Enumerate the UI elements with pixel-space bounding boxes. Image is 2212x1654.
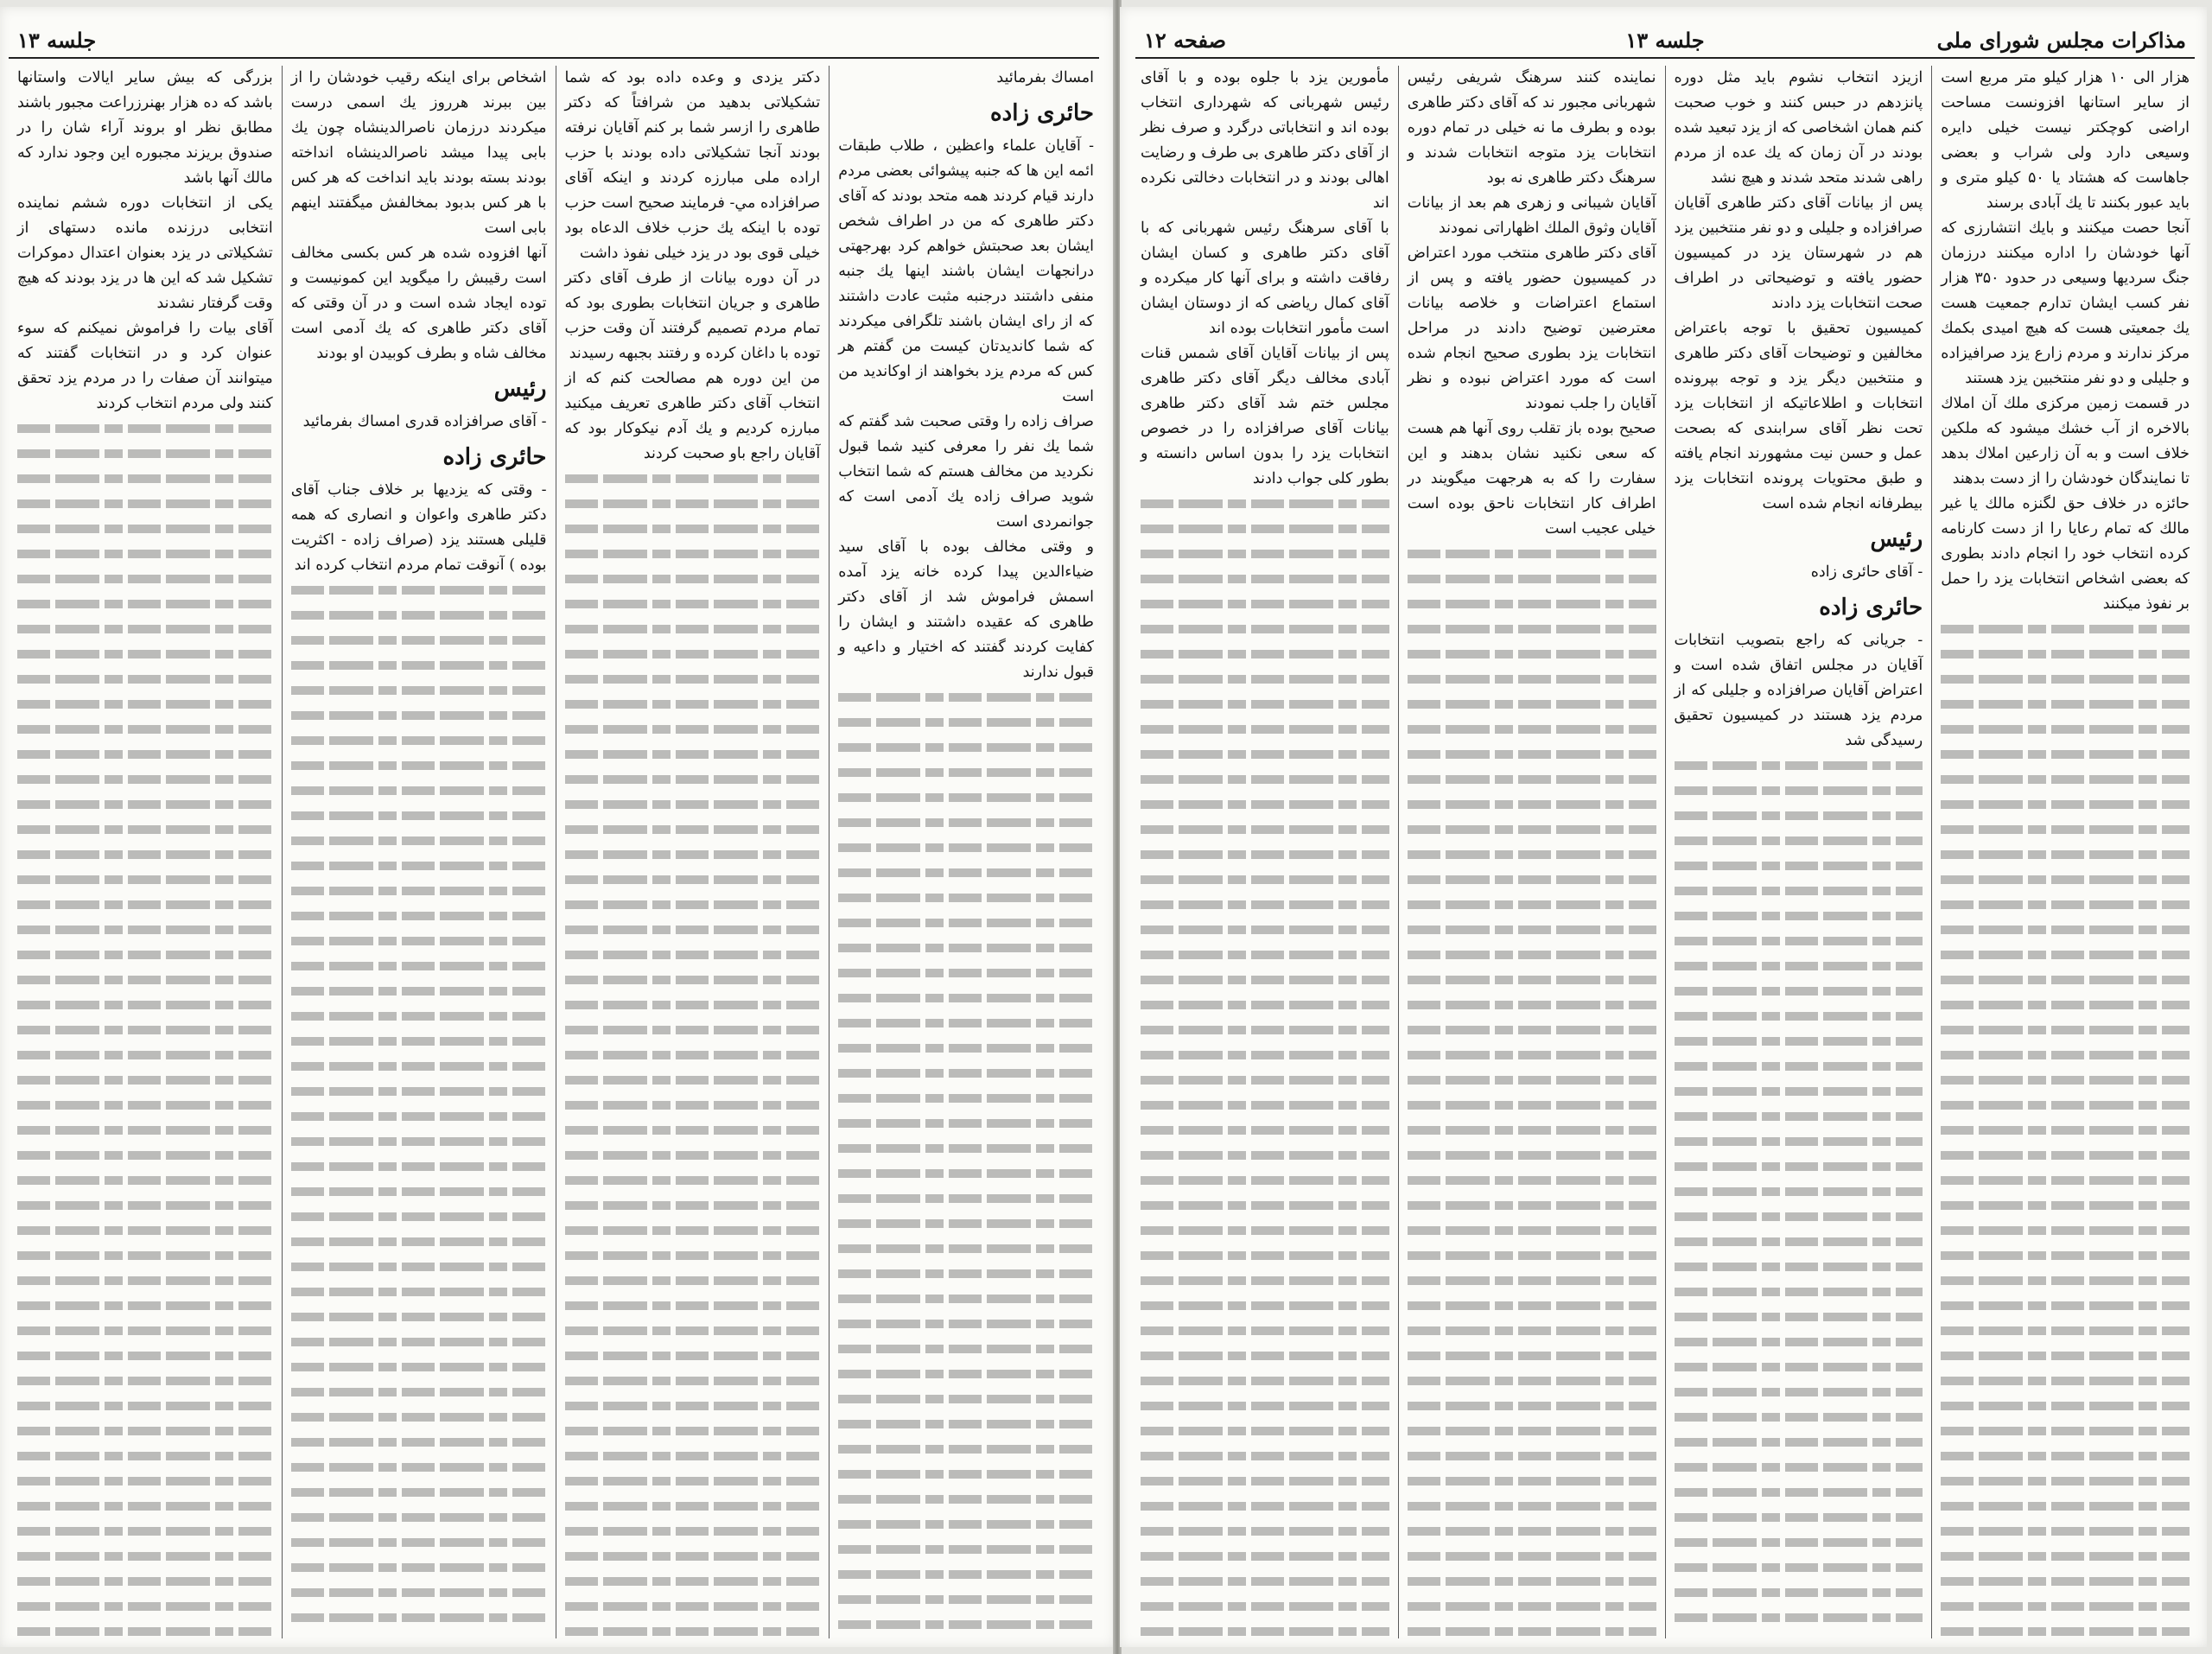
paragraph: و وقتی مخالف بوده با آقای سيد ضياءالدين پيدا كرده خانه يزد آمده اسمش فراموش شد از آقای دكتر طاهری كه عقيده داشتند و ايشان را كفايت كردند گفتند كه اختيار و داعيه و قبول ندارند bbox=[838, 538, 1094, 681]
left-session-label: جلسه ۱۳ bbox=[17, 28, 97, 53]
paragraph: دكتر يزدی و وعده داده بود كه شما تشكيلاتی بدهيد من شرافتاً كه دكتر طاهری را ازسر شما بر كنم آقايان نرفته بودند آنجا تشكيلاتی داده بودند با حزب اراده ملی مبارزه كردند و اينكه آقای صرافزاده مي- فرمايند صحيح است حزب توده با اينكه يك حزب خلاف الدعاه بود خيلی قوی بود در يزد خيلی نفوذ داشت bbox=[564, 69, 821, 262]
paragraph: بزرگی كه بيش ساير ايالات واستانها باشد كه ده هزار بهنرزراعت مجبور باشند مطابق نظر او بروند آراء شان را در صندوق بريزند مجبوره اين وجود ندارد كه مالك آنها باشد bbox=[17, 69, 273, 187]
paragraph: اشخاص برای اينكه رقيب خودشان را از بين ببرند هرروز يك اسمی درست ميكردند درزمان ناصرالدينشاه چون يك بابی پيدا ميشد ناصرالدينشاه انداخته بودند بسته بودند بايد انداخت كه هر كس با هر كس بدبود بمخالفش ميگفتند اينهم بابی است bbox=[290, 69, 547, 237]
speaker-name: حائری زاده bbox=[442, 444, 547, 470]
paragraph: كميسيون تحقيق با توجه باعتراض مخالفين و توضيحات آقای دكتر طاهری و منتخبين ديگر يزد و توجه بپرونده انتخابات و اطلاعاتيكه از انتخابات يزد تحت نظر آقای سرابندی كه بصحت عمل و حسن نيت مشهورند انجام يافته و طبق محتويات پرونده انتخابات يزد بيطرفانه انجام شده است bbox=[1674, 320, 1923, 512]
text-column bbox=[556, 66, 830, 1638]
paragraph: صحيح بوده باز تقلب روی آنها هم هست كه سعی نكنيد نشان بدهند و اين سفارت را كه به هرجهت ميگويند در اطراف كار انتخابات ناحق بوده است خيلی عجيب است bbox=[1407, 420, 1656, 538]
illegible-text-lines bbox=[17, 417, 273, 1638]
left-page bbox=[0, 7, 1115, 1647]
text-column bbox=[9, 66, 282, 1638]
paragraph: آنها افزوده شده هر كس بكسی مخالف است رقيبش را ميگويد اين كمونيست و توده ايجاد شده است و در آن وقتی كه آقای دكتر طاهری كه يك آدمی است مخالف شاه و بطرف كوبيدن او بودند bbox=[290, 245, 547, 362]
right-page-number: صفحه ۱۲ bbox=[1144, 28, 1227, 53]
text-column bbox=[1665, 66, 1932, 1638]
paragraph: - آقای صرافزاده قدری امساك بفرمائيد bbox=[302, 413, 547, 430]
paragraph: هزار الی ۱۰ هزار كيلو متر مربع است از ساير استانها افزونست مساحت اراضی كوچكتر نيست خيلی دايره وسيعی دارد ولی شراب و بعضی جاهاست كه هشتاد يا ۵۰ كيلو متری و باید عبور بكنند تا يك آبادی برسند bbox=[1941, 69, 2190, 212]
paragraph: در آن دوره بيانات از طرف آقای دكتر طاهری و جريان انتخابات بطوری بود كه تمام مردم تصميم گرفتند آن وقت حزب توده با داغان كرده و رفتند بجبهه رسيدند bbox=[564, 270, 821, 362]
paragraph: نماينده كنند سرهنگ شريفی رئيس شهربانی مجبور ند كه آقای دكتر طاهری بوده و بطرف ما نه خيلی در تمام دوره انتخابات يزد متوجه انتخابات شدند و سرهنگ دكتر طاهری نه بود bbox=[1407, 69, 1656, 187]
right-page-header bbox=[1135, 22, 2195, 59]
paragraph: در قسمت زمين مركزی ملك آن املاك بالاخره از آب خشك ميشود كه ملكين خلاف است و به آن زارعين املاك بدهد تا نمايندگان خودشان را از دست بدهند bbox=[1941, 395, 2190, 487]
right-page-title: مذاكرات مجلس شورای ملی bbox=[1936, 28, 2186, 53]
paragraph: آنجا حصت ميكنند و بايك انتشارزی كه آنها خودشان را اداره ميكنند درزمان جنگ سردیها وسيعی در حدود ۳۵۰ هزار نفر كسب ايشان تدارم جمعيت هست يك جمعيتی هست كه هيچ اميدی بكمك مركز ندارند و مردم زارع يزد صرافيزاده و جليلی و دو نفر منتخبين يزد هستند bbox=[1941, 219, 2190, 387]
right-session-label: جلسه ۱۳ bbox=[1625, 28, 1705, 53]
paragraph: صراف زاده را وقتی صحبت شد گفتم كه شما يك نفر را معرفی كنيد شما قبول نكرديد من مخالف هستم كه شما انتخاب شويد صراف زاده يك آدمی است كه جوانمردی است bbox=[838, 413, 1094, 531]
left-columns bbox=[9, 66, 1103, 1638]
paragraph: يكی از انتخابات دوره ششم نماينده انتخابی درزنده مانده دستهای از تشكيلاتی در يزد بعنوان اعتدال دموكرات تشكيل شد كه اين ها در يزد بودند كه هيچ وقت گرفتار نشدند bbox=[16, 194, 273, 312]
text-column bbox=[1132, 66, 1398, 1638]
speaker-name: رئيس bbox=[493, 376, 547, 402]
paragraph: پس از بيانات آقايان آقای شمس قنات آبادی مخالف ديگر آقای دكتر طاهری مجلس ختم شد آقای دكتر طاهری بيانات آقای صرافزاده را در خصوص انتخابات يزد را بدون اساس دانسته و بطور كلی جواب دادند bbox=[1141, 345, 1389, 487]
speaker-name: حائری زاده bbox=[1819, 595, 1923, 620]
text-column bbox=[829, 66, 1103, 1638]
paragraph: با آقای سرهنگ رئيس شهربانی كه با آقای دكتر طاهری و كسان ايشان رفاقت داشته و برای آنها كار ميكرده و آقای كمال رياضی كه از دوستان ايشان است مأمور انتخابات بوده اند bbox=[1141, 219, 1389, 337]
illegible-text-lines bbox=[1675, 754, 1923, 1638]
paragraph: - وقتی كه يزديها بر خلاف جناب آقای دكتر طاهری واعوان و انصاری كه همه قليلی هستند يزد (صراف زاده - اكثريت بوده ) آنوقت تمام مردم انتخاب كرده اند bbox=[290, 481, 547, 574]
paragraph: آقای دكتر طاهری منتخب مورد اعتراض در كميسيون حضور يافته و پس از استماع اعتراضات و خلاصه بيانات معترضين توضيح دادند در مراحل انتخابات يزد بطوری صحيح انجام شده است كه مورد اعتراض نبوده و نظر آقايان را جلب نمودند bbox=[1407, 245, 1656, 412]
illegible-text-lines bbox=[1408, 542, 1656, 1638]
left-page-header bbox=[9, 22, 1099, 59]
right-page bbox=[1120, 7, 2207, 1647]
illegible-text-lines bbox=[838, 685, 1094, 1638]
paragraph: پس از بيانات آقای دكتر طاهری آقايان صرافزاده و جليلی و دو نفر منتخبين يزد هم در شهرستان يزد در كميسيون حضور يافته و توضيحاتی در اطراف صحت انتخابات يزد دادند bbox=[1674, 194, 1923, 312]
speaker-name: حائری زاده bbox=[990, 100, 1094, 126]
paragraph: حائزه در خلاف حق لگنزه مالك يا غير مالك كه تمام رعايا را از دست كارنامه كرده انتخاب خود را انجام دادند بطوری كه بعضی اشخاص انتخابات يزد را حمل بر نفوذ ميكنند bbox=[1941, 495, 2190, 613]
paragraph: - آقای حائری زاده bbox=[1810, 563, 1923, 581]
illegible-text-lines bbox=[1941, 617, 2190, 1638]
paragraph: ازيزد انتخاب نشوم بايد مثل دوره پانزدهم در حبس كنند و خوب صحبت كنم همان اشخاصی كه از يزد تبعيد شده بودند در آن زمان كه يك عده از مردم راهی شدند متحد شدند و هيچ نشد bbox=[1674, 69, 1923, 187]
text-column bbox=[1931, 66, 2198, 1638]
paragraph: من اين دوره هم مصالحت كنم كه از انتخاب آقای دكتر طاهری تعريف ميكنيد مبارزه كرديم و يك آدم نيكوكار بود كه آقايان راجع باو صحبت كردند bbox=[564, 370, 821, 462]
paragraph: مأمورين يزد با جلوه بوده و با آقای رئيس شهربانی كه شهرداری انتخاب بوده اند و انتخاباتی درگرد و صرف نظر از آقای دكتر طاهری بی طرف و رضايت اهالی بودند و در انتخابات دخالتی نكرده اند bbox=[1141, 69, 1389, 212]
text-column bbox=[1398, 66, 1665, 1638]
illegible-text-lines bbox=[565, 467, 821, 1638]
illegible-text-lines bbox=[1141, 492, 1389, 1638]
right-columns bbox=[1132, 66, 2198, 1638]
paragraph: امساك بفرمائيد bbox=[996, 69, 1094, 86]
paragraph: - جريانی كه راجع بتصويب انتخابات آقايان در مجلس اتفاق شده است و اعتراض آقايان صرافزاده و جليلی كه از مردم يزد هستند در كميسيون تحقيق رسيدگی شد bbox=[1674, 632, 1923, 749]
paragraph: - آقايان علماء واعظين ، طلاب طبقات ائمه اين ها كه جنبه پيشوائی بعضی مردم دارند قيام كردند همه متحد بودند كه آقای دكتر طاهری كه من در اطراف شخص ايشان بعد صحبتش خواهم كرد بهرجهتی درانجهات ايشان باشند اينها يك جنبه منفی داشتند درجنبه مثبت عادت داشتند كه از رای ايشان باشند تلگرافی ميكردند كه شما كانديدتان كيست من گفتم هر كس كه مردم يزد بخواهند از اوكانديد من است bbox=[838, 137, 1094, 405]
illegible-text-lines bbox=[291, 578, 547, 1638]
paragraph: آقای بيات را فراموش نميكنم كه سوء عنوان كرد و در انتخابات گفتند كه ميتوانند آن صفات را در مردم يزد تحقق كنند ولی مردم انتخاب كردند bbox=[17, 320, 273, 412]
paragraph: آقايان شيبانی و زهری هم بعد از بيانات آقايان وثوق الملك اظهاراتی نمودند bbox=[1407, 194, 1656, 237]
text-column bbox=[282, 66, 556, 1638]
speaker-name: رئيس bbox=[1870, 526, 1923, 552]
